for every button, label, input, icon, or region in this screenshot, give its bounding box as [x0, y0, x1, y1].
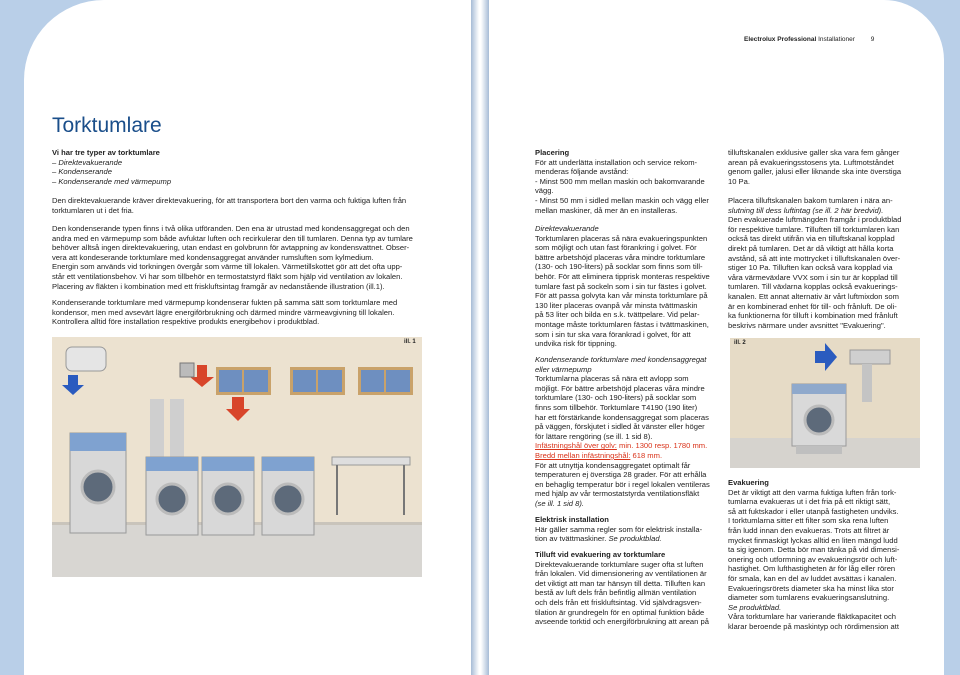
text-line: så att fuktskador i eller utanpå fastigheten undviks. [728, 506, 899, 516]
type-item: – Direktevakuerande [52, 157, 123, 167]
text-line: Kondenserande torktumlare med värmepump kondenserar fukten på samma sätt som torktumlare med [52, 298, 398, 307]
evakuering-heading: Evakuering [728, 478, 769, 487]
text-line: för smala, kan en del av luddet avsättas i kanalen. [728, 573, 897, 583]
text-line: hastighet. Om lufthastigheten är för låg eller rören [728, 564, 896, 574]
text-line: som möjligt och utan fast förankring i golvet. För [535, 243, 697, 253]
text-line: också tas direkt utifrån via en tilluftskanal kopplad [728, 234, 895, 244]
window [216, 367, 271, 395]
dryer-room-drawing [730, 338, 920, 468]
page-gutter [471, 0, 489, 675]
text-line: Här gäller samma regler som för elektrisk installa- [535, 524, 703, 534]
text-line: I torktumlarna sitter ett filter som ska rena luften [728, 516, 889, 526]
tilluft-block [535, 550, 725, 627]
text-line: (130- och 190-liters) på socklar som finns som till- [535, 262, 703, 272]
text-fragment: tion av tvättmaskiner. [535, 534, 609, 544]
kondenserande-block [535, 355, 725, 509]
direktevakuerande-heading: Direktevakuerande [535, 224, 599, 233]
laundry-room-drawing [52, 337, 422, 577]
text-line: direkt på tumlaren. Det är då viktigt att hålla korta [728, 243, 894, 253]
text-line: genom galler, jalusi eller liknande ska inte överstiga [728, 167, 902, 177]
text-line: vägg. [535, 186, 554, 196]
text-line: står ett ventilationsbehov. Vi har som tillbehör en termostatstyrd fläkt som hjälp vid ventilation av lokalen. [52, 271, 403, 281]
text-line: - Minst 500 mm mellan maskin och bakomvarande [535, 176, 705, 186]
text-line: och dels från ett friskluftsintag. Vid självdragsven- [535, 597, 702, 607]
text-line: montage måste torktumlaren fästas i tvättmaskinen, [535, 319, 709, 329]
text-line: Energin som används vid torkningen övergår som värme till lokalen. Värmetillskottet gör att det ofta upp- [52, 262, 403, 272]
direktevakuerande-block [535, 224, 725, 349]
text-line: beskrivs närmare under avsnittet "Evakuering". [728, 320, 886, 330]
type-item: – Kondenserande med värmepump [52, 176, 172, 186]
produktblad-ref: Se produktblad. [728, 602, 782, 612]
text-line: tilluftskanalen exklusive galler ska vara fem gånger [728, 148, 900, 157]
laundry-room-illustration [52, 337, 422, 577]
text-line: bättre arbetshöjd placeras våra mindre torktumlare [535, 252, 706, 262]
text-line: som i sin tur ska vara förankrad i golvet, för att [535, 329, 691, 339]
running-header [744, 36, 874, 43]
kondenserande-heading: Kondenserande torktumlare med kondensaggregat [535, 355, 707, 364]
text-line: avstånd, så att inte mottrycket i tilluftskanalen över- [728, 253, 901, 263]
text-line: Den kondenserande typen finns i två olika utföranden. Den ena är utrustad med kondensaggregat och den [52, 224, 410, 233]
text-line: - Minst 50 mm i sidled mellan maskin och vägg eller [535, 195, 709, 205]
text-line: Den evakuerade luftmängden framgår i produktblad [728, 215, 902, 225]
text-line: behöver alltså ingen direktevakuering, utan endast en golvbrunn för avtappning av kondensvattnet. Obser- [52, 243, 410, 253]
text-line: från lokalen. Vid dimensionering av ventilationen är [535, 569, 707, 579]
varmepump-paragraph [52, 298, 442, 327]
window [358, 367, 413, 395]
produktblad-ref: Se produktblad. [608, 534, 662, 544]
text-line: Torktumlaren placeras så nära evakueringspunkten [535, 233, 708, 243]
text-line: från ludd innan den evakueras. Trots att filtret är [728, 525, 890, 535]
washing-machine [70, 433, 126, 533]
text-line: Våra torktumlare har varierande fläktkapacitet och [728, 612, 896, 622]
text-line: för lättare rengöring (se ill. 1 sid 8). [535, 431, 653, 441]
washing-machine [146, 457, 198, 535]
text-line: tumlaren. Till växlarna kopplas också evakuerings- [728, 282, 898, 292]
text-line: på 53 liter och bilda en s.k. tvättpelare. Vid pelar- [535, 310, 700, 320]
text-line: möjligt. För bättre arbetshöjd placeras våra mindre [535, 383, 705, 393]
elektrisk-heading: Elektrisk installation [535, 515, 609, 524]
text-line: menderas följande avstånd: [535, 167, 629, 177]
infastning-bredd-line [535, 451, 725, 461]
text-line: har ett förstärkande kondensaggregat som placeras [535, 412, 709, 422]
text-line: vera att kondeserande torktumlare med kondensaggregat använder rumsluften som kylmedium. [52, 252, 374, 262]
infastning-bredd-label: Bredd mellan infästningshål: [535, 450, 631, 460]
intro-paragraph: Den direktevakuerande kräver direktevakuering, för att transportera bort den varma och fuktiga luften från torktumlaren ut i det fria. [52, 196, 407, 215]
text-line: det viktigt att man tar hänsyn till detta. Tilluften kan [535, 578, 706, 588]
infastning-golv-value: min. 1300 resp. 1780 mm. [616, 441, 708, 451]
brand-name: Electrolux Professional [744, 36, 817, 43]
text-line: behör. För att eliminera tipprisk monteras respektive [535, 271, 710, 281]
text-line: ka funktionerna för tilluft i kombination med frånluft [728, 311, 898, 321]
kondenserande-heading-cont: eller värmepump [535, 364, 592, 374]
page-title: Torktumlare [52, 114, 162, 137]
washing-machine [202, 457, 254, 535]
text-line: slutning till dess luftintag (se ill. 2 här bredvid). [728, 205, 884, 215]
window [290, 367, 345, 395]
kondenserande-paragraph [52, 224, 442, 291]
tilluft-heading: Tilluft vid evakuering av torktumlare [535, 550, 666, 559]
text-line: ta sig igenom. Detta bör man tänka på vid dimensi- [728, 545, 900, 555]
text-line: 10 Pa. [728, 176, 750, 186]
text-line: kondensor, men med avsevärt lägre energiförbrukning och därmed mindre värmeavgivning till lokalen. [52, 307, 395, 317]
text-line: Direktevakuerande torktumlare suger ofta st luften [535, 559, 704, 569]
text-line: För att passa golvyta kan vår minsta torktumlare på [535, 291, 708, 301]
text-line: med hjälp av vår termostatstyrda ventilationsfläkt [535, 489, 700, 499]
text-line: för respektive tumlare. Tilluften till torktumlaren kan [728, 224, 900, 234]
types-block [52, 148, 432, 186]
text-line: (se ill. 1 sid 8). [535, 498, 584, 508]
text-line: kanalen. Ett annat alternativ är vårt luftmixdon som [728, 291, 899, 301]
text-line: Torktumlarna placeras så nära ett avlopp som [535, 374, 689, 384]
text-line: Placera tilluftskanalen bakom tumlaren i nära an- [728, 196, 893, 205]
text-line: bestå av luft dels från befintlig allmän ventilation [535, 588, 697, 598]
text-line: på väggen, förskjutet i sidled åt vänster eller höger [535, 422, 705, 432]
text-line: Kontrollera alltid före installation respektive produkts energibehov i produktblad. [52, 317, 320, 327]
text-line: våra värmeväxlare VVX som i sin tur är kopplad till [728, 272, 898, 282]
text-line: undvika risk för tippning. [535, 339, 617, 349]
tilluftskanal-block [728, 196, 928, 330]
types-heading: Vi har tre typer av torktumlare [52, 148, 160, 157]
text-line: För att utnyttja kondensaggregatet optimalt får [535, 460, 691, 470]
placering-heading: Placering [535, 148, 570, 157]
text-line: är en kombinerad enhet för till- och frånluft. De oli- [728, 301, 897, 311]
text-line: avseende torktid och energiförbrukning att arean på [535, 617, 709, 627]
text-line: finns som tillbehör. Torktumlare T4190 (190 liter) [535, 402, 698, 412]
text-line: För att underlätta installation och service rekom- [535, 157, 698, 167]
text-line: mellan maskiner, då mer än en installeras. [535, 205, 678, 215]
type-item: – Kondenserande [52, 167, 112, 177]
infastning-golv-label: Infästningshål över golv: [535, 441, 617, 451]
text-line: tumlarna evakueras ut i det fria på ett riktigt sätt, [728, 497, 891, 507]
illustration-label: ill. 1 [404, 339, 416, 345]
text-line: klarar beroende på maskintyp och rördimension att [728, 621, 899, 631]
placering-block [535, 148, 725, 215]
text-line: torktumlare (130- och 190-liters) på socklar som [535, 393, 697, 403]
page-number: 9 [870, 36, 875, 43]
text-line: diameter som tumlarens evakueringsanslutning. [728, 593, 890, 603]
text-line: 130 liter placeras ovanpå vår minsta tvättmaskin [535, 300, 698, 310]
dryer-illustration [730, 338, 920, 468]
text-line: tilation är grundregeln för en optimal funktion både [535, 607, 705, 617]
text-line: arean på evakueringsstosens yta. Luftmotståndet [728, 157, 894, 167]
text-line: Placering av fläkten i kombination med ett friskluftsintag framgår av nedanstående illustration (ill.1). [52, 281, 385, 291]
text-line: Evakueringsrörets diameter ska ha minst lika stor [728, 583, 894, 593]
text-line [535, 534, 725, 544]
text-line: mycket finmaskigt lyckas alltid en liten mängd ludd [728, 535, 898, 545]
text-line: en behaglig temperatur bör i regel lokalen ventileras [535, 479, 710, 489]
text-line: temperaturen ej överstiga 28 grader. För att erhålla [535, 470, 707, 480]
text-line: onering och utformning av evakueringsrör och luft- [728, 554, 898, 564]
evakuering-block [728, 478, 928, 632]
right-top-block [728, 148, 928, 186]
illustration-label: ill. 2 [734, 340, 746, 346]
washing-machine [262, 457, 314, 535]
text-line: andra med en värmepump som både avfuktar luften och recirkulerar den till tumlaren. Denna typ av tumlare [52, 233, 413, 243]
infastning-golv-line [535, 441, 725, 451]
text-line: stiger 10 Pa. Tilluften kan också vara kopplad via [728, 263, 893, 273]
elektrisk-block [535, 515, 725, 544]
text-line: tumlare fast på sockeln som i sin tur fästes i golvet. [535, 281, 707, 291]
text-line: Det är viktigt att den varma fuktiga luften från tork- [728, 487, 897, 497]
infastning-bredd-value: 618 mm. [630, 450, 663, 460]
section-name: Installationer [818, 36, 855, 43]
